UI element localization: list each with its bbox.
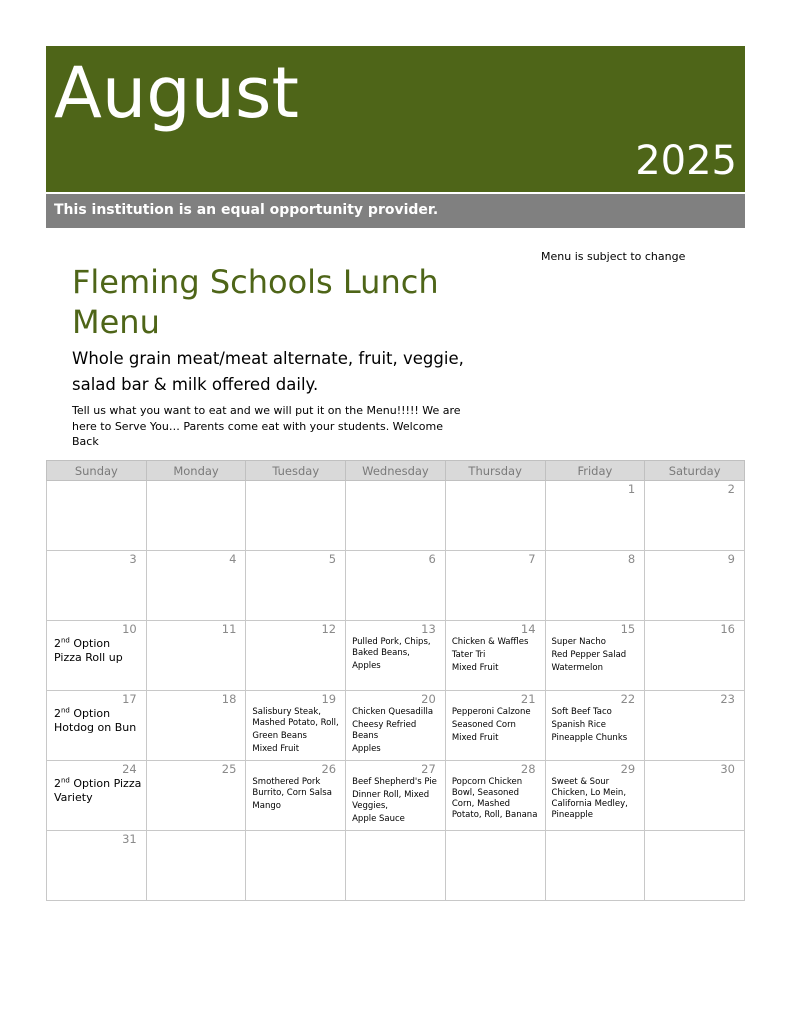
calendar-week-row: [47, 621, 745, 691]
day-number: [546, 831, 645, 846]
empty-day-cell: [445, 481, 545, 551]
day-number: [246, 831, 345, 846]
day-number: 10: [122, 622, 137, 636]
day-cell-10: [47, 621, 147, 691]
day-number: 4: [229, 552, 237, 566]
weekday-header-saturday: Saturday: [645, 461, 745, 481]
day-cell-11: [146, 621, 246, 691]
day-number: [346, 481, 445, 496]
menu-item: Red Pepper Salad: [551, 650, 627, 660]
day-number: 1: [627, 482, 636, 496]
weekday-header-thursday: Thursday: [445, 461, 545, 481]
day-number: 29: [620, 762, 636, 776]
day-cell-31: [47, 831, 147, 901]
day-cell-8: [545, 551, 645, 621]
day-number: 26: [321, 762, 337, 776]
menu-item: Mixed Fruit: [451, 733, 499, 743]
menu-item: Apples: [352, 744, 381, 754]
day-number: [446, 481, 545, 496]
day-number: [147, 831, 246, 846]
empty-day-cell: [246, 481, 346, 551]
day-cell-9: [645, 551, 745, 621]
day-cell-25: [146, 761, 246, 831]
empty-day-cell: [146, 481, 246, 551]
menu-item: Apple Sauce: [352, 814, 405, 824]
menu-items: [546, 776, 645, 821]
empty-day-cell: [246, 831, 346, 901]
month-banner: [46, 46, 745, 192]
menu-item: Pulled Pork, Chips, Baked Beans,: [352, 637, 431, 658]
empty-day-cell: [445, 831, 545, 901]
day-number: [346, 831, 445, 846]
day-cell-23: [645, 691, 745, 761]
second-option-text: 2nd Option Pizza Roll up: [54, 636, 123, 664]
day-cell-24: [47, 761, 147, 831]
menu-item: Mixed Fruit: [451, 663, 499, 673]
menu-items: [546, 636, 645, 674]
equal-opportunity-text: This institution is an equal opportunity provider.: [54, 202, 439, 218]
empty-day-cell: [545, 831, 645, 901]
empty-day-cell: [47, 481, 147, 551]
day-number: 12: [321, 622, 337, 636]
menu-item: Tater Tri: [451, 650, 486, 660]
menu-item: Green Beans: [252, 731, 307, 741]
day-cell-7: [445, 551, 545, 621]
calendar-week-row: [47, 761, 745, 831]
day-number: 7: [528, 552, 536, 566]
day-cell-26: [246, 761, 346, 831]
day-number: 19: [321, 692, 337, 706]
menu-items: [546, 706, 645, 744]
day-number: 24: [122, 762, 137, 776]
menu-items: [446, 776, 545, 821]
calendar-week-row: [47, 551, 745, 621]
day-cell-22: [545, 691, 645, 761]
day-number: 18: [221, 692, 237, 706]
menu-item: Popcorn Chicken Bowl, Seasoned Corn, Mashed Potato, Roll, Banana: [451, 777, 538, 820]
day-number: 21: [520, 692, 536, 706]
day-number: 8: [627, 552, 636, 566]
menu-item: Mixed Fruit: [252, 744, 300, 754]
empty-day-cell: [645, 831, 745, 901]
calendar-week-row: [47, 831, 745, 901]
day-number: 3: [129, 552, 137, 566]
day-cell-1: [545, 481, 645, 551]
day-cell-16: [645, 621, 745, 691]
lunch-calendar: [46, 460, 745, 902]
calendar-header-row: [47, 461, 745, 481]
menu-item: Cheesy Refried Beans: [352, 720, 417, 741]
day-cell-20: [346, 691, 446, 761]
day-number: 22: [620, 692, 636, 706]
day-cell-2: [645, 481, 745, 551]
day-number: 6: [428, 552, 436, 566]
day-number: 2: [727, 482, 735, 496]
day-cell-15: [545, 621, 645, 691]
day-number: 15: [620, 622, 636, 636]
day-number: 11: [221, 622, 237, 636]
calendar-week-row: [47, 481, 745, 551]
menu-item: Chicken Quesadilla: [352, 707, 434, 717]
day-number: 16: [720, 622, 735, 636]
day-cell-12: [246, 621, 346, 691]
day-cell-19: [246, 691, 346, 761]
menu-items: [346, 636, 445, 672]
day-number: [147, 481, 246, 496]
menu-item: Sweet & Sour Chicken, Lo Mein, California Medley, Pineapple: [551, 777, 628, 820]
menu-item: Spanish Rice: [551, 720, 606, 730]
menu-item: Seasoned Corn: [451, 720, 516, 730]
weekday-header-tuesday: Tuesday: [246, 461, 346, 481]
day-number: [246, 481, 345, 496]
menu-item: Beef Shepherd's Pie: [352, 777, 437, 787]
day-cell-14: [445, 621, 545, 691]
menu-item: Pineapple Chunks: [551, 733, 628, 743]
calendar-table: [46, 460, 745, 901]
menu-item: Apples: [352, 661, 381, 671]
menu-items: [246, 776, 345, 812]
month-title: August: [54, 52, 299, 134]
day-number: 27: [421, 762, 436, 776]
day-cell-30: [645, 761, 745, 831]
day-cell-18: [146, 691, 246, 761]
day-cell-13: [346, 621, 446, 691]
day-number: 31: [122, 832, 137, 846]
day-cell-3: [47, 551, 147, 621]
menu-items: [446, 636, 545, 674]
page-title: Fleming Schools Lunch Menu: [72, 263, 439, 341]
tagline: Whole grain meat/meat alternate, fruit, veggie, salad bar & milk offered daily.: [72, 349, 464, 394]
day-number: 9: [727, 552, 735, 566]
empty-day-cell: [146, 831, 246, 901]
weekday-header-friday: Friday: [545, 461, 645, 481]
menu-items: [446, 706, 545, 744]
day-cell-17: [47, 691, 147, 761]
day-cell-29: [545, 761, 645, 831]
day-number: 30: [720, 762, 735, 776]
empty-day-cell: [346, 831, 446, 901]
calendar-week-row: [47, 691, 745, 761]
menu-item: Pepperoni Calzone: [451, 707, 531, 717]
day-number: 20: [421, 692, 436, 706]
empty-day-cell: [346, 481, 446, 551]
day-number: 28: [520, 762, 536, 776]
day-number: [446, 831, 545, 846]
day-number: 14: [520, 622, 536, 636]
day-cell-4: [146, 551, 246, 621]
menu-items: [346, 706, 445, 755]
menu-item: Smothered Pork Burrito, Corn Salsa: [252, 777, 332, 798]
day-number: [645, 831, 744, 846]
day-cell-27: [346, 761, 446, 831]
day-number: 5: [328, 552, 337, 566]
day-cell-6: [346, 551, 446, 621]
day-cell-5: [246, 551, 346, 621]
menu-item: Salisbury Steak, Mashed Potato, Roll,: [252, 707, 339, 728]
day-number: 17: [122, 692, 137, 706]
menu-item: Super Nacho: [551, 637, 606, 647]
menu-item: Watermelon: [551, 663, 603, 673]
day-number: 25: [221, 762, 237, 776]
weekday-header-wednesday: Wednesday: [346, 461, 446, 481]
menu-item: Dinner Roll, Mixed Veggies,: [352, 790, 430, 811]
year-label: 2025: [635, 138, 737, 184]
menu-item: Mango: [252, 801, 281, 811]
welcome-note: Tell us what you want to eat and we will put it on the Menu!!!!! We are here to Serve You… Parents come eat with your students. Welcome Back: [72, 404, 461, 448]
day-number: 13: [421, 622, 436, 636]
day-number: [47, 481, 146, 496]
menu-item: Chicken & Waffles: [451, 637, 529, 647]
weekday-header-sunday: Sunday: [47, 461, 147, 481]
menu-items: [246, 706, 345, 755]
day-cell-21: [445, 691, 545, 761]
calendar-body: [47, 481, 745, 901]
subject-to-change-notice: Menu is subject to change: [541, 250, 686, 263]
day-number: 23: [720, 692, 735, 706]
second-option-text: 2nd Option Pizza Variety: [54, 776, 142, 804]
menu-items: [346, 776, 445, 825]
menu-item: Soft Beef Taco: [551, 707, 612, 717]
weekday-header-monday: Monday: [146, 461, 246, 481]
second-option-text: 2nd Option Hotdog on Bun: [54, 706, 137, 734]
day-cell-28: [445, 761, 545, 831]
equal-opportunity-bar: [46, 194, 745, 228]
